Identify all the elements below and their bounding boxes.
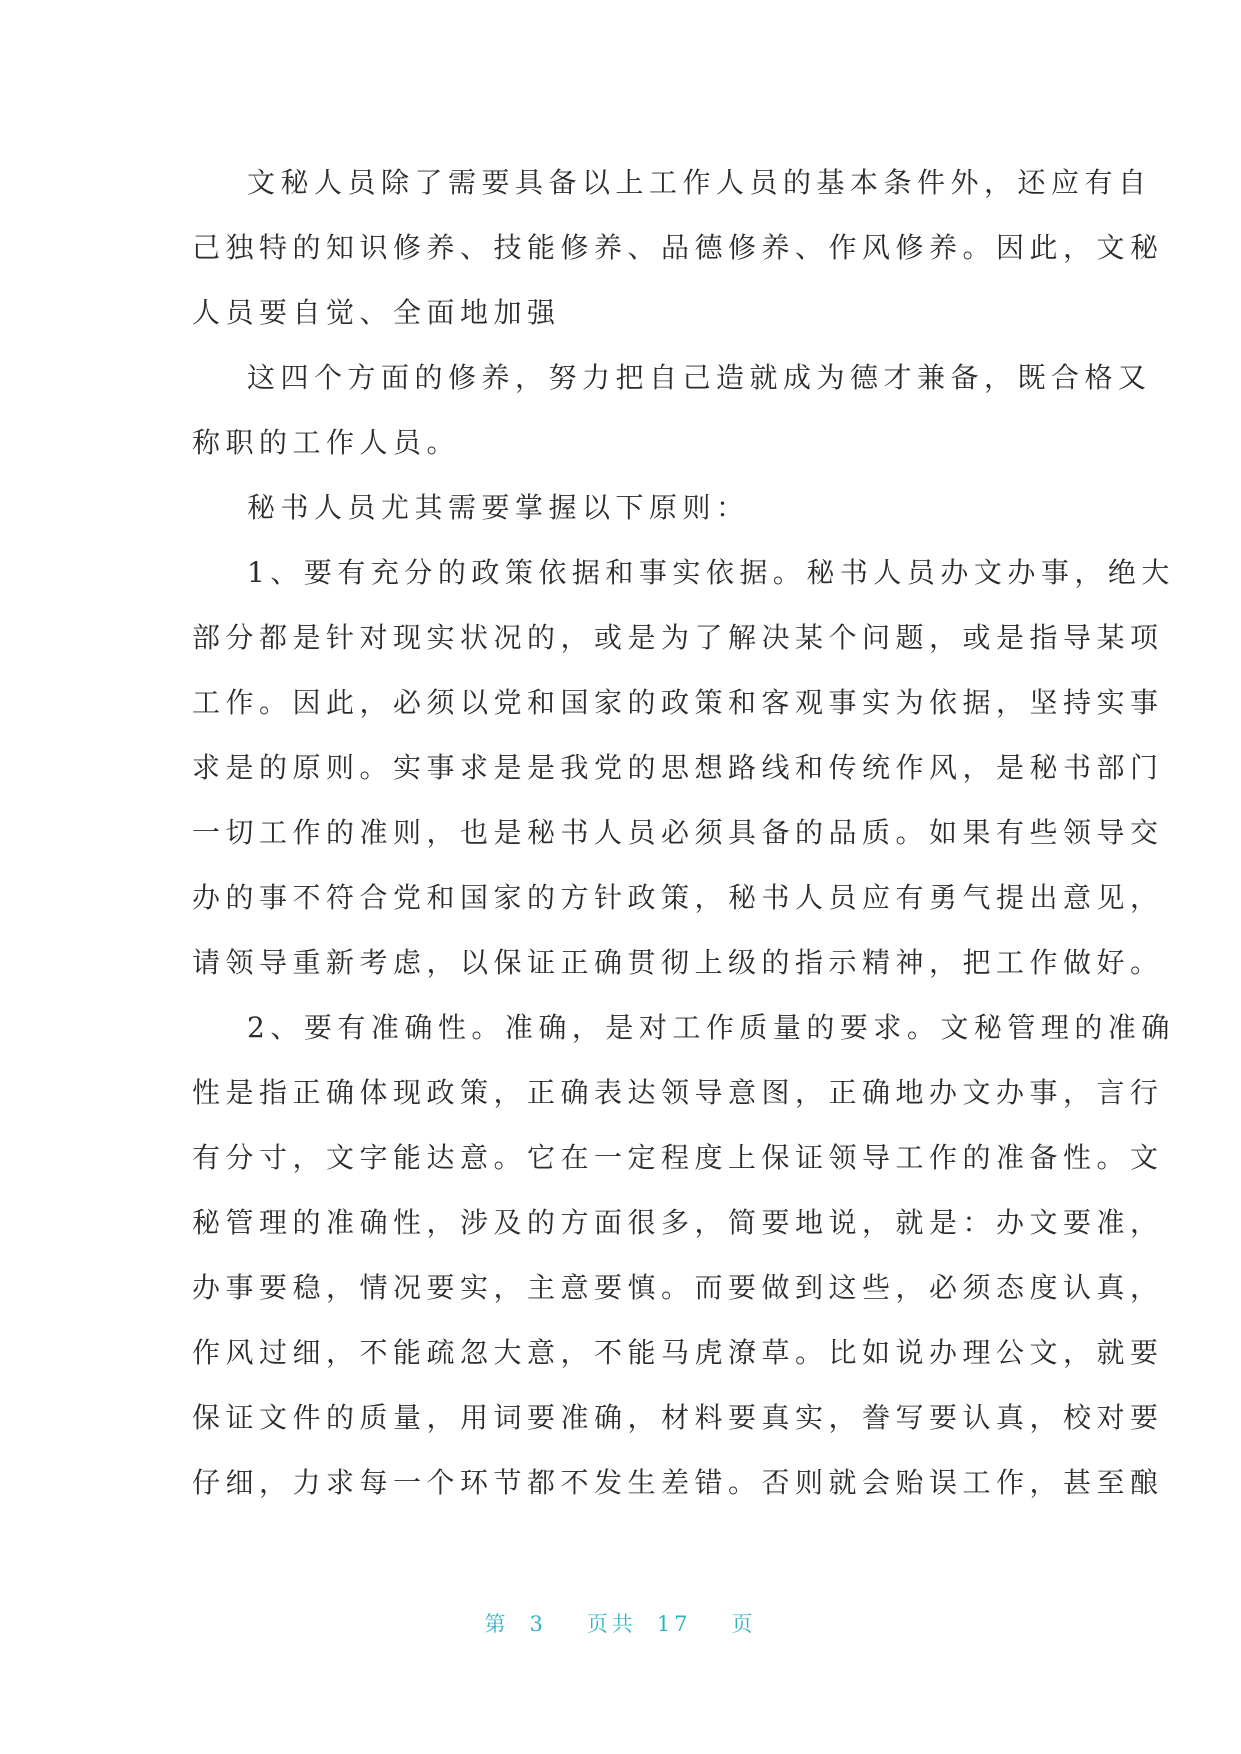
text-line: 作风过细，不能疏忽大意，不能马虎潦草。比如说办理公文，就要 [192,1336,1164,1369]
page-number-footer [0,1608,1241,1638]
text-line: 性是指正确体现政策，正确表达领导意图，正确地办文办事，言行 [192,1076,1164,1109]
text-line: 秘管理的准确性，涉及的方面很多，简要地说，就是：办文要准， [192,1206,1164,1239]
text-line: 2、要有准确性。准确，是对工作质量的要求。文秘管理的准确 [247,1011,1175,1044]
text-line: 人员要自觉、全面地加强 [192,296,561,329]
text-line: 有分寸，文字能达意。它在一定程度上保证领导工作的准备性。文 [192,1141,1164,1174]
document-body [192,150,1175,1515]
text-line: 办事要稳，情况要实，主意要慎。而要做到这些，必须态度认真， [192,1271,1164,1304]
text-line: 这四个方面的修养，努力把自己造就成为德才兼备，既合格又 [247,361,1152,394]
text-line: 仔细，力求每一个环节都不发生差错。否则就会贻误工作，甚至酿 [192,1466,1164,1499]
text-line: 文秘人员除了需要具备以上工作人员的基本条件外，还应有自 [247,166,1152,199]
text-line: 称职的工作人员。 [192,426,461,459]
text-line: 一切工作的准则，也是秘书人员必须具备的品质。如果有些领导交 [192,816,1164,849]
footer-prefix: 第 [484,1612,510,1636]
text-line: 办的事不符合党和国家的方针政策，秘书人员应有勇气提出意见， [192,881,1164,914]
footer-suffix: 页 [731,1612,757,1636]
text-line: 己独特的知识修养、技能修养、品德修养、作风修养。因此，文秘 [192,231,1164,264]
text-line: 秘书人员尤其需要掌握以下原则： [247,491,750,524]
text-line: 保证文件的质量，用词要准确，材料要真实，誊写要认真，校对要 [192,1401,1164,1434]
text-line: 请领导重新考虑，以保证正确贯彻上级的指示精神，把工作做好。 [192,946,1164,979]
total-page-count: 17 [656,1612,692,1636]
text-line: 部分都是针对现实状况的，或是为了解决某个问题，或是指导某项 [192,621,1164,654]
footer-middle: 页共 [586,1612,637,1636]
text-line: 工作。因此，必须以党和国家的政策和客观事实为依据，坚持实事 [192,686,1164,719]
current-page-number: 3 [529,1612,547,1636]
text-line: 求是的原则。实事求是是我党的思想路线和传统作风，是秘书部门 [192,751,1164,784]
text-line: 1、要有充分的政策依据和事实依据。秘书人员办文办事，绝大 [247,556,1175,589]
